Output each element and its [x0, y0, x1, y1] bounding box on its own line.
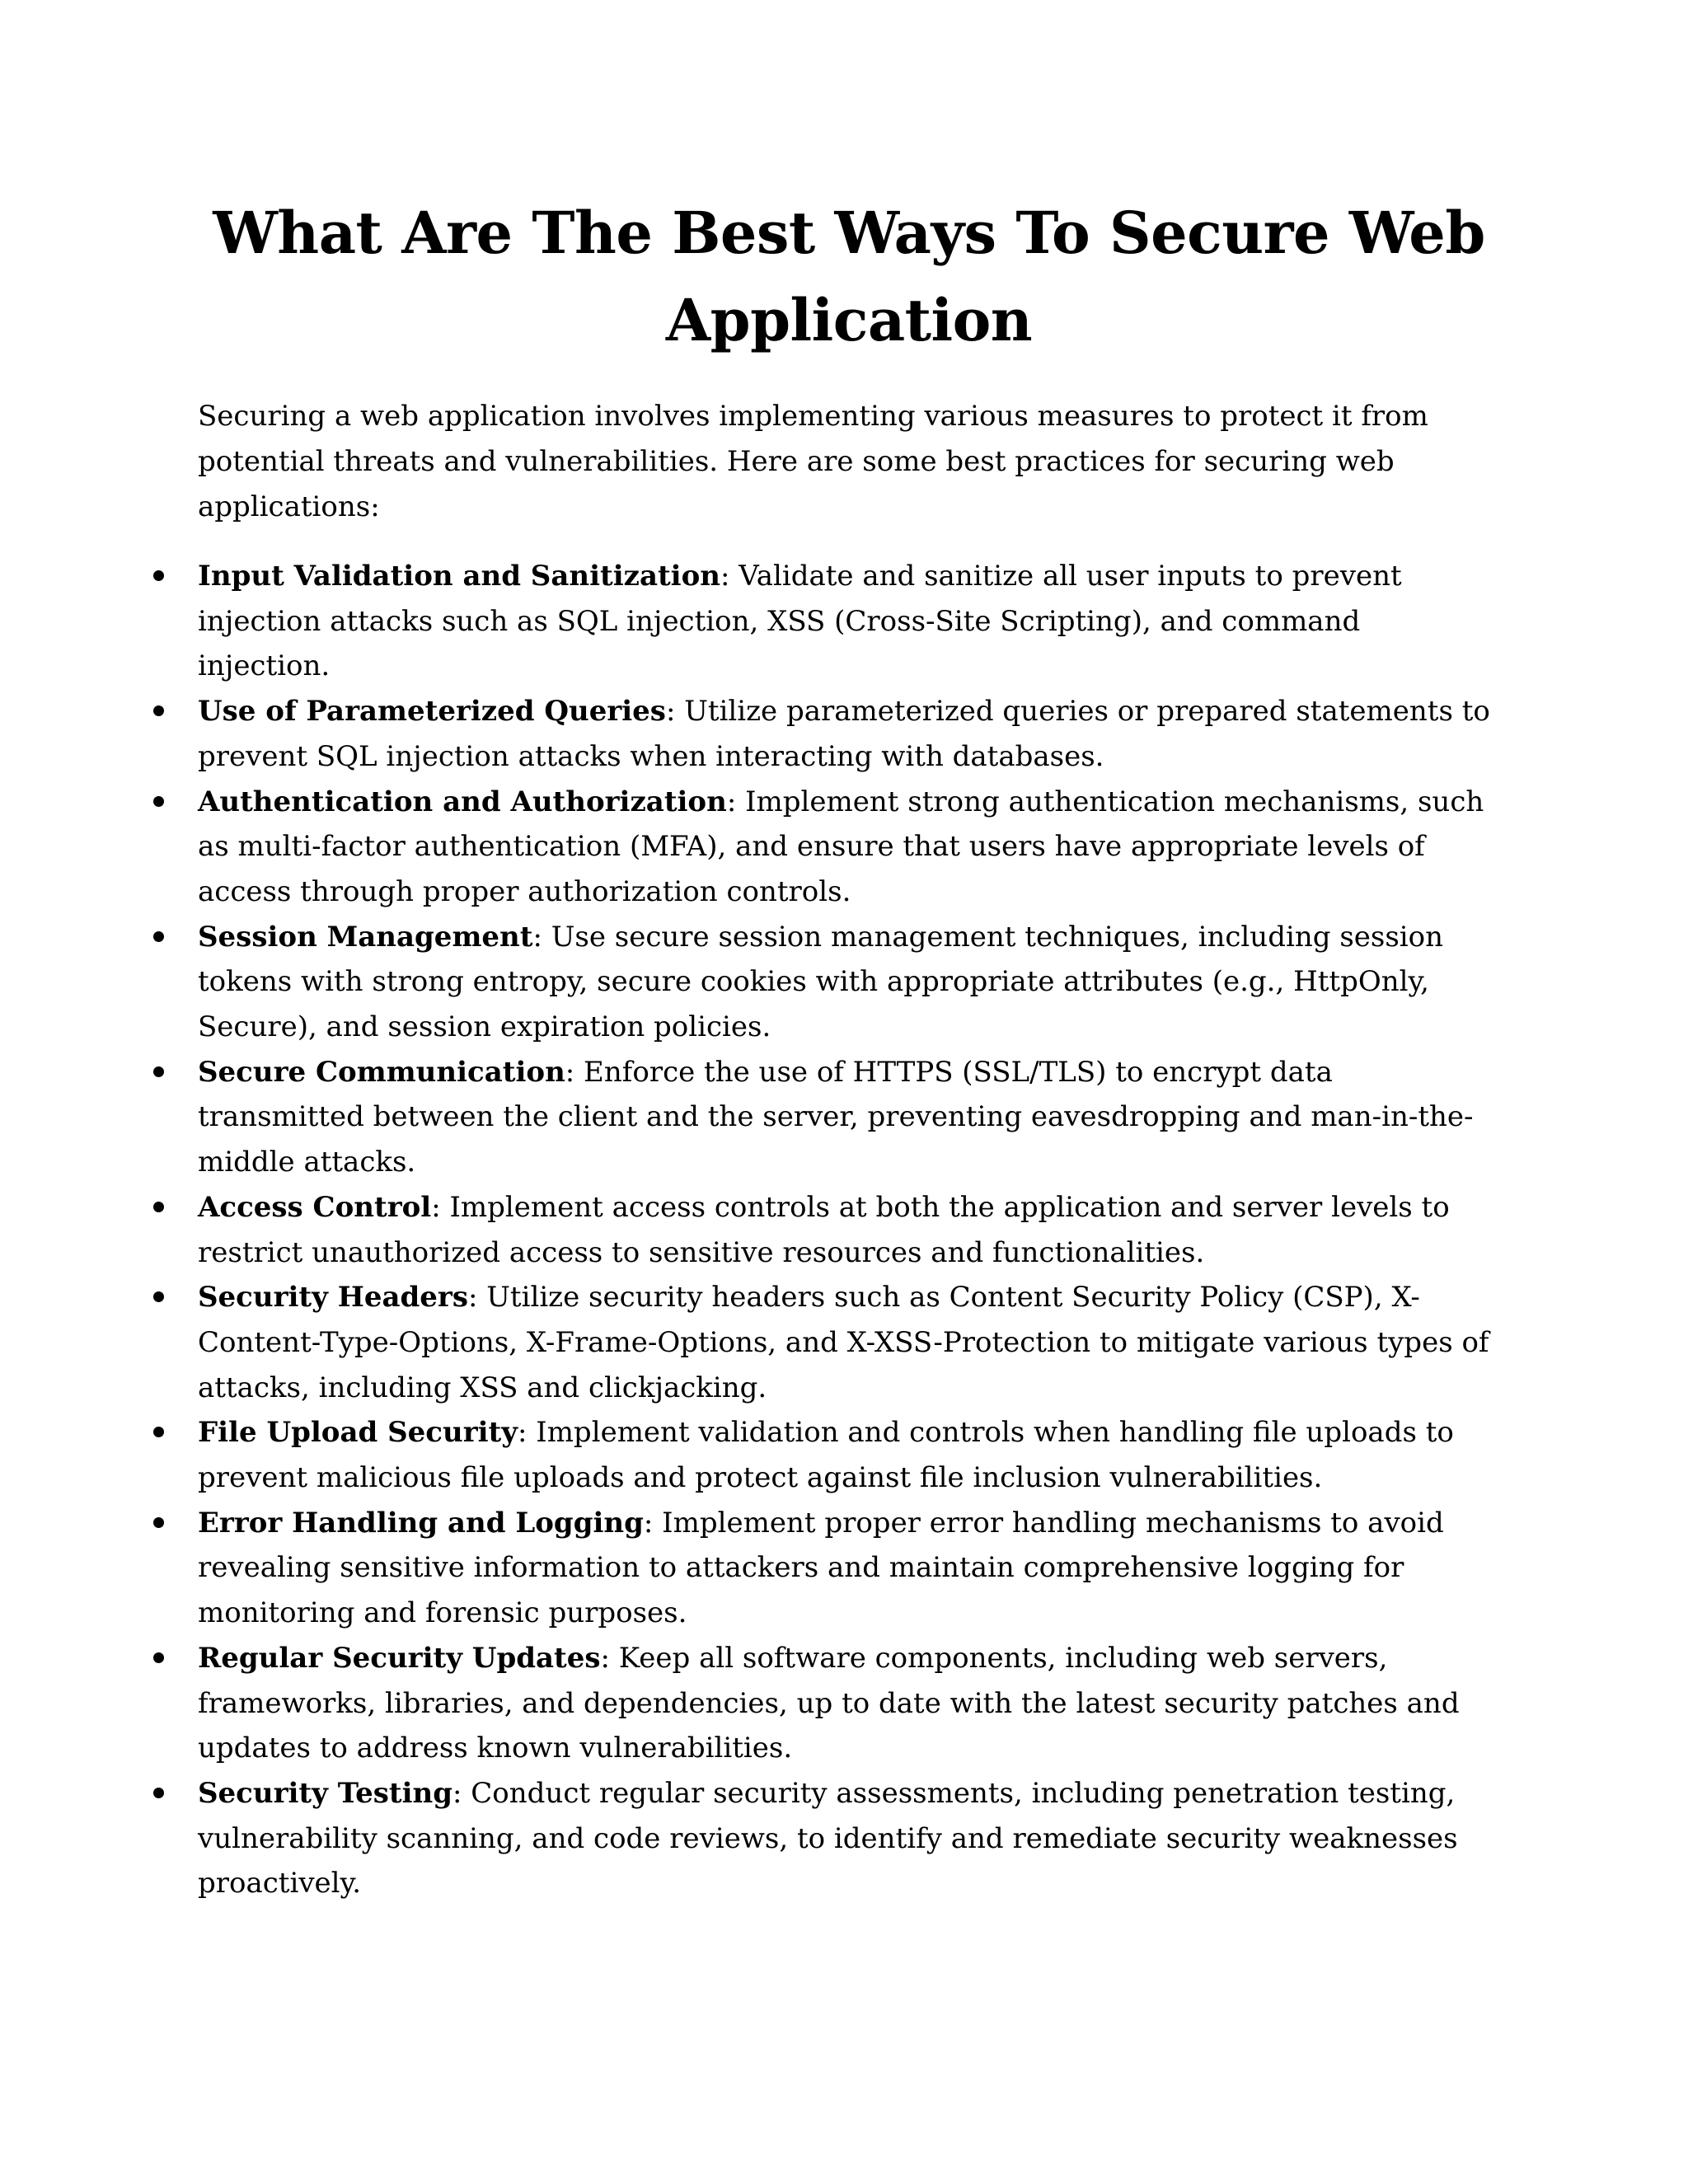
practice-term: Access Control	[198, 1190, 432, 1224]
practice-term: Authentication and Authorization	[198, 785, 727, 818]
bullet-icon	[153, 1788, 164, 1798]
bullet-icon	[153, 796, 164, 807]
practice-description: : Keep all software components, including web servers, frameworks, libraries, and dependencies, up to date with the latest security patches and updates to address known vulnerabilities.	[198, 1641, 1460, 1765]
practices-list	[0, 554, 1688, 1906]
practice-description: : Use secure session management techniques, including session tokens with strong entropy, secure cookies with appropriate attributes (e.g., HttpOnly, Secure), and session expiration policies.	[198, 920, 1444, 1044]
practice-description: : Utilize security headers such as Content Security Policy (CSP), X-Content-Type-Options, X-Frame-Options, and X-XSS-Protection to mitigate various types of attacks, including XSS and clickjacking.	[198, 1281, 1489, 1404]
list-item	[0, 689, 1492, 779]
bullet-icon	[153, 1291, 164, 1302]
practice-term: Security Headers	[198, 1281, 468, 1315]
practice-description: : Implement access controls at both the application and server levels to restrict unauthorized access to sensitive resources and functionalities.	[198, 1190, 1450, 1269]
page-title: What Are The Best Ways To Secure Web Application	[213, 199, 1485, 354]
list-item	[0, 1636, 1492, 1771]
practice-description: : Enforce the use of HTTPS (SSL/TLS) to encrypt data transmitted between the client and the server, preventing eavesdropping and man-in-the-middle attacks.	[198, 1055, 1474, 1179]
bullet-icon	[153, 1202, 164, 1212]
practice-description: : Implement strong authentication mechanisms, such as multi-factor authentication (MFA), and ensure that users have appropriate levels of access through proper authorization controls.	[198, 785, 1484, 908]
bullet-icon	[153, 570, 164, 581]
list-item	[0, 1410, 1492, 1500]
practice-term: Regular Security Updates	[198, 1641, 601, 1675]
list-item	[0, 1050, 1492, 1185]
list-item	[0, 1501, 1492, 1636]
practice-description: : Validate and sanitize all user inputs to prevent injection attacks such as SQL injection, XSS (Cross-Site Scripting), and command injection.	[198, 560, 1402, 683]
bullet-icon	[153, 1652, 164, 1663]
practice-term: Use of Parameterized Queries	[198, 695, 666, 729]
bullet-icon	[153, 1517, 164, 1528]
list-item	[0, 915, 1492, 1050]
bullet-icon	[153, 931, 164, 942]
practice-description: : Implement proper error handling mechanisms to avoid revealing sensitive information to attackers and maintain comprehensive logging for monitoring and forensic purposes.	[198, 1506, 1444, 1630]
bullet-icon	[153, 705, 164, 716]
list-item	[0, 1275, 1492, 1410]
practice-term: Security Testing	[198, 1776, 453, 1810]
list-item	[0, 1185, 1492, 1275]
list-item	[0, 554, 1492, 689]
practice-description: : Conduct regular security assessments, including penetration testing, vulnerability scanning, and code reviews, to identify and remediate security weaknesses proactively.	[198, 1776, 1458, 1900]
practice-description: : Utilize parameterized queries or prepared statements to prevent SQL injection attacks when interacting with databases.	[198, 695, 1490, 773]
bullet-icon	[153, 1427, 164, 1437]
practice-term: Secure Communication	[198, 1055, 565, 1089]
practice-term: Input Validation and Sanitization	[198, 560, 720, 593]
bullet-icon	[153, 1066, 164, 1077]
intro-paragraph: Securing a web application involves implementing various measures to protect it from potential threats and vulnerabilities. Here are some best practices for securing web applications:	[198, 400, 1428, 523]
list-item	[0, 780, 1492, 915]
list-item	[0, 1771, 1492, 1906]
practice-description: : Implement validation and controls when handling file uploads to prevent malicious file uploads and protect against file inclusion vulnerabilities.	[198, 1416, 1454, 1495]
practice-term: Session Management	[198, 920, 533, 954]
practice-term: Error Handling and Logging	[198, 1506, 644, 1540]
practice-term: File Upload Security	[198, 1416, 518, 1450]
